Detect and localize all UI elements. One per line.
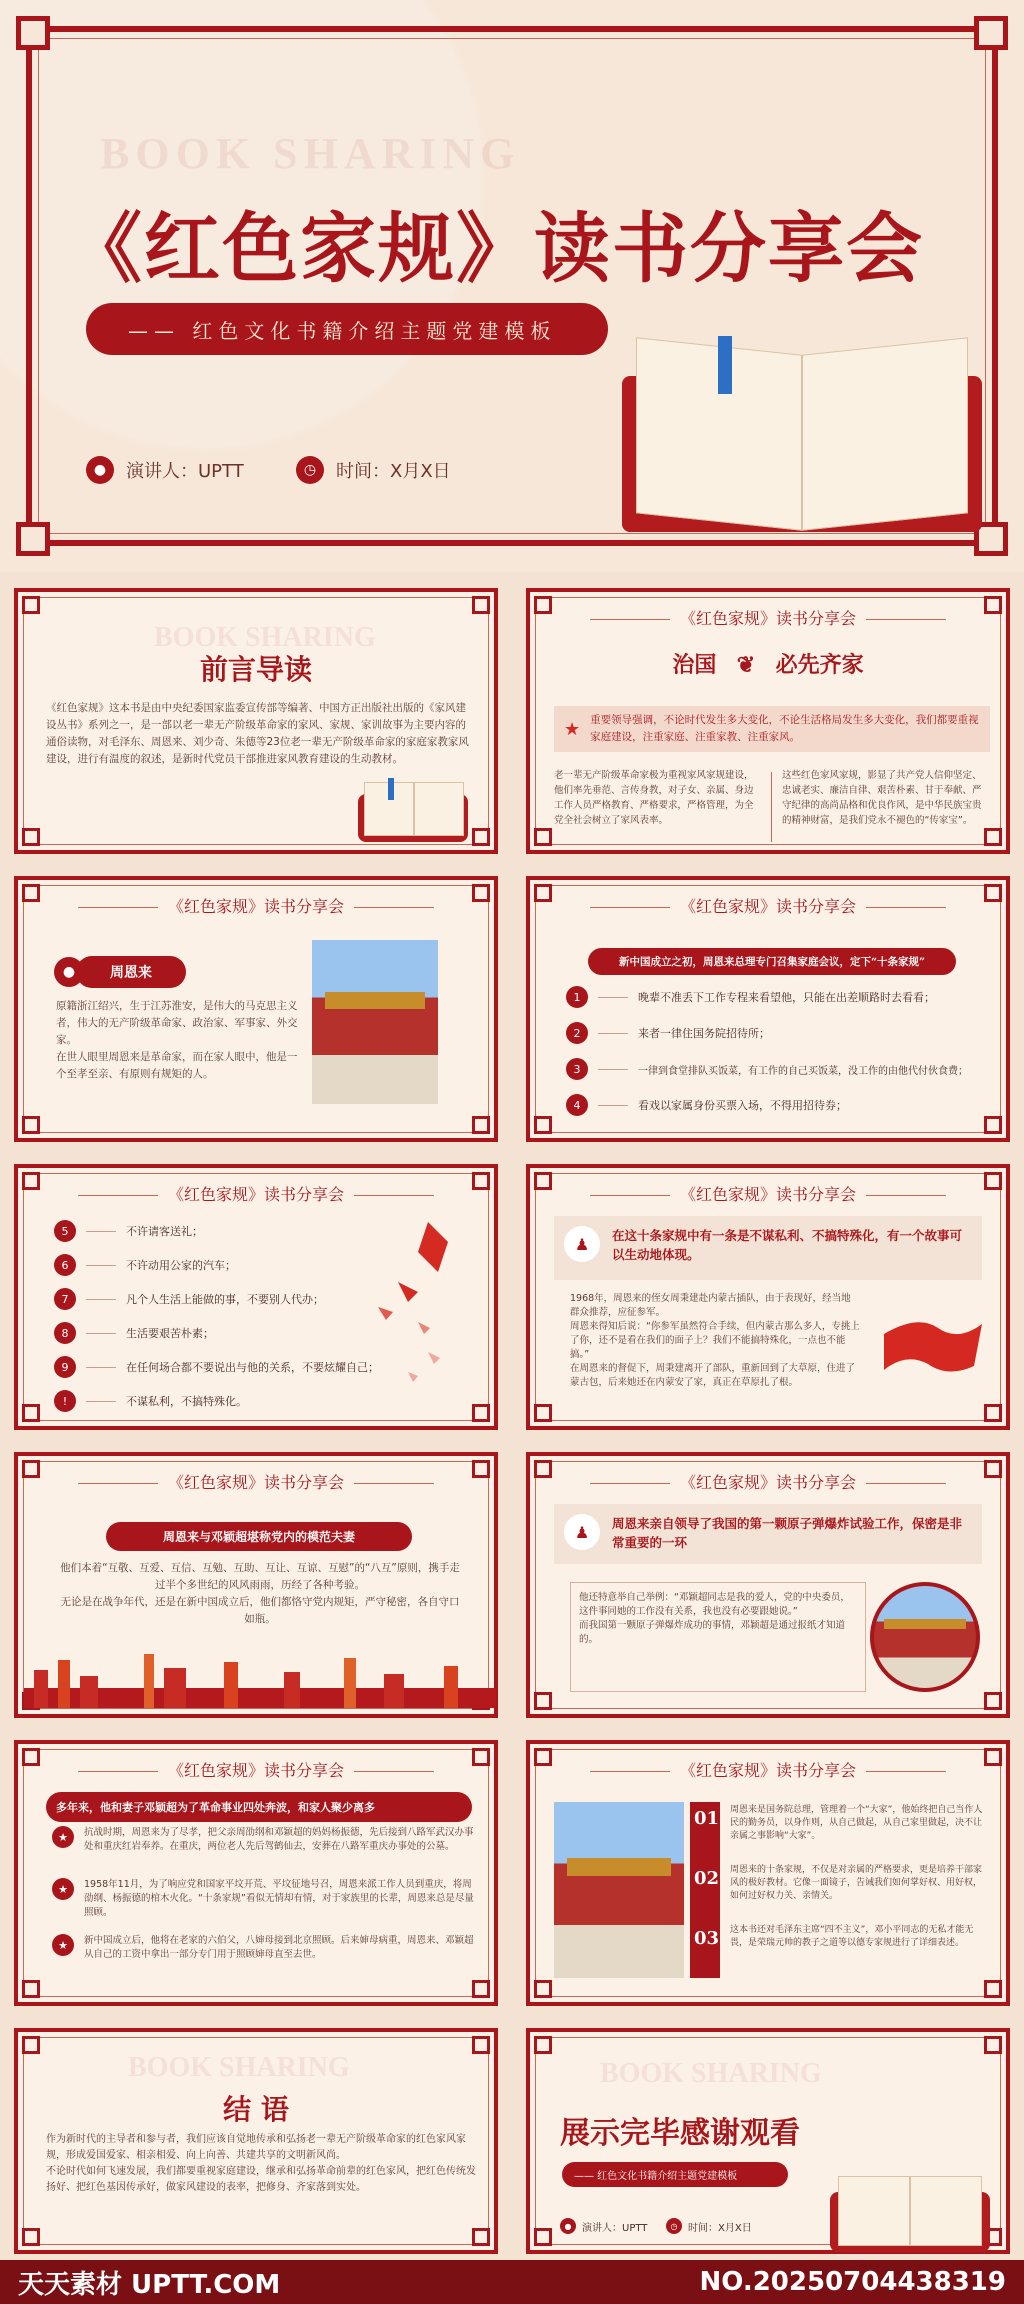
- speaker-label: 演讲人：UPTT: [126, 461, 244, 482]
- person-name: 周恩来: [76, 956, 186, 988]
- slide-atomic-bomb-secret: [526, 1452, 1010, 1718]
- text-left: 老一辈无产阶级革命家极为重视家风家规建设，他们率先垂范、言传身教，对子女、亲属、身边工作人员严格教育、严格要求，严格管理，为全党全社会树立了家风表率。: [554, 770, 754, 826]
- secret-text: 他还特意举自己举例：“邓颖超同志是我的爱人，党的中央委员，这件事同她的工作没有关系，我也没有必要跟她说。” 而我国第一颗原子弹爆炸成功的事情，邓颖超是通过报纸才知道的。: [570, 1582, 866, 1692]
- rule-item: 3 一律到食堂排队买饭菜，有工作的自己买饭菜，没工作的由他代付伙食费；: [566, 1058, 968, 1080]
- slide-zhou-enlai-intro: [14, 876, 498, 1142]
- speaker-info: ● 演讲人：UPTT: [560, 2218, 647, 2234]
- slide-header: 《红色家规》读书分享会: [530, 606, 1006, 629]
- slide-watermark: BOOK SHARING: [600, 2058, 822, 2089]
- slide-ten-rules-2: [14, 1164, 498, 1430]
- slide-thank-you: [526, 2028, 1010, 2254]
- user-icon: ●: [86, 456, 114, 484]
- hero-subtitle: —— 红色文化书籍介绍主题党建模板: [86, 303, 608, 355]
- hero-watermark: BOOK SHARING: [100, 129, 521, 178]
- summary-item: 周恩来的十条家规，不仅是对亲属的严格要求，更是培养干部家风的极好教材。它像一面镜子，告诫我们如何掌好权、用好权，如何过好权力关、亲情关。: [730, 1865, 983, 1901]
- slide-title: 前言导读: [199, 653, 312, 686]
- rule-item: 5 不许请客送礼；: [54, 1220, 203, 1242]
- slide-header: 《红色家规》读书分享会: [18, 1758, 494, 1781]
- care-item: ★ 抗战时期，周恩来为了尽孝，把父亲周劭纲和邓颖超的妈妈杨振德，先后接到八路军武汉办事处和重庆红岩奉养。在重庆，两位老人先后驾鹤仙去，安葬在八路军重庆办事处的公墓。: [52, 1826, 474, 1854]
- hero-title: 《红色家规》读书分享会: [66, 204, 924, 293]
- summary-item: 周恩来是国务院总理，管理着一个“大家”，他始终把自己当作人民的勤务员，以身作则，从自己做起，从自己家里做起，决不让亲属之事影响“大家”。: [730, 1805, 983, 1841]
- open-book-illustration: [622, 336, 982, 532]
- palace-photo: [870, 1582, 980, 1692]
- rule-item: 7 凡个人生活上能做的事，不要别人代办；: [54, 1288, 324, 1310]
- book-icon: [358, 778, 468, 842]
- slide-header: 《红色家规》读书分享会: [530, 1758, 1006, 1781]
- frame-corner: [974, 16, 1008, 50]
- slide-watermark: BOOK SHARING: [128, 2052, 350, 2083]
- slide-family-care: [14, 1740, 498, 2006]
- hero-cover-slide: [0, 0, 1024, 572]
- forbidden-city-photo: [312, 940, 438, 1104]
- watermark-footer: [0, 2260, 1024, 2304]
- slide-title: 结 语: [223, 2093, 289, 2126]
- bullet-icon: ★: [52, 1878, 74, 1900]
- govern-title-part1: 治国: [672, 652, 717, 678]
- slide-header: 《红色家规》读书分享会: [530, 1470, 1006, 1493]
- slide-preface: [14, 588, 498, 854]
- slide-header: 《红色家规》读书分享会: [18, 894, 494, 917]
- rule-item: 8 生活要艰苦朴素；: [54, 1322, 214, 1344]
- site-name: 天天素材 UPTT.COM: [18, 2269, 281, 2300]
- bullet-icon: ★: [52, 1826, 74, 1848]
- thanks-title: 展示完毕感谢观看: [560, 2116, 800, 2151]
- name-tag: [54, 956, 186, 988]
- story-headline: 在这十条家规中有一条是不谋私利、不搞特殊化，有一个故事可以生动地体现。: [612, 1228, 963, 1262]
- care-banner: 多年来，他和妻子邓颖超为了革命事业四处奔波，和家人聚少离多: [46, 1792, 472, 1822]
- frame-corner: [16, 16, 50, 50]
- care-item: ★ 新中国成立后，他将在老家的六伯父，八婶母接到北京照顾。后来婶母病重，周恩来、邓颖超从自己的工资中拿出一部分专门用于照顾婶母直至去世。: [52, 1934, 474, 1962]
- item-number: 02: [694, 1868, 720, 1889]
- person-icon: ●: [54, 957, 84, 987]
- bullet-icon: ★: [52, 1934, 74, 1956]
- secret-headline-box: [554, 1504, 982, 1564]
- star-icon: ★: [564, 718, 581, 740]
- rule-item: 6 不许动用公家的汽车；: [54, 1254, 236, 1276]
- emblem-icon: ❦: [736, 652, 756, 678]
- conclusion-text: 作为新时代的主导者和参与者，我们应该自觉地传承和弘扬老一辈无产阶级革命家的红色家风家规，形成爱国爱家、相亲相爱、向上向善、共建共享的文明新风尚。 不论时代如何飞速发展，我们都要重视家庭建设，继承和弘扬革命前辈的红色家风，把红色传统发扬好、把红色基因传承好，做家风建设的表率，把修身、齐家落到实处。: [46, 2134, 476, 2193]
- slide-header: 《红色家规》读书分享会: [18, 1182, 494, 1205]
- user-icon: ●: [560, 2218, 576, 2234]
- slide-model-couple: [14, 1452, 498, 1718]
- open-book-illustration: [830, 2172, 990, 2252]
- rule-item: 4 看戏以家属身份买票入场，不得用招待券；: [566, 1094, 847, 1116]
- palace-photo: [554, 1802, 684, 1978]
- rules-banner: 新中国成立之初，周恩来总理专门召集家庭会议，定下“十条家规”: [588, 948, 956, 975]
- rule-item: 9 在任何场合都不要说出与他的关系，不要炫耀自己；: [54, 1356, 379, 1378]
- time-info: [296, 456, 451, 484]
- text-right: 这些红色家风家规，影显了共产党人信仰坚定、忠诚老实、廉洁自律、艰苦朴素、甘于奉献、严守纪律的高尚品格和优良作风，是中华民族宝贵的精神财富，是我们党永不褪色的“传家宝”。: [782, 770, 982, 826]
- person-icon: ♟: [564, 1514, 600, 1550]
- slide-header: 《红色家规》读书分享会: [530, 1182, 1006, 1205]
- summary-item: 这本书还对毛泽东主席“四不主义”，邓小平同志的无私才能无畏，是荣瑞元帅的教子之道等以德专家规进行了详细表述。: [730, 1925, 974, 1948]
- frame-corner: [16, 522, 50, 556]
- slide-header: 《红色家规》读书分享会: [18, 1470, 494, 1493]
- secret-headline: 周恩来亲自领导了我国的第一颗原子弹爆炸试验工作，保密是非常重要的一环: [612, 1516, 963, 1550]
- story-text: 1968年，周恩来的侄女周秉建赴内蒙古插队，由于表现好，经当地群众推荐，应征参军。 周恩来得知后说：“你参军虽然符合手续，但内蒙古那么多人，专挑上了你，还不是看在我们的面子上？我们不能搞特殊化，一点也不能搞。” 在周恩来的督促下，周秉建离开了部队，重新回到了大草原，住进了蒙古包，后来她还在内蒙安了家，真正在草原扎了根。: [570, 1293, 860, 1388]
- time-label: 时间：X月X日: [336, 461, 451, 482]
- red-flag-icon: [878, 1314, 988, 1384]
- time-info: ◷ 时间：X月X日: [666, 2218, 752, 2234]
- slide-story-niece: [526, 1164, 1010, 1430]
- person-bio: 原籍浙江绍兴，生于江苏淮安，是伟大的马克思主义者，伟大的无产阶级革命家、政治家、军事家、外交家。 在世人眼里周恩来是革命家，而在家人眼中，他是一个至孝至亲、有原则有规矩的人。: [56, 1000, 298, 1080]
- quote-text: 重要领导强调，不论时代发生多大变化，不论生活格局发生多大变化，我们都要重视家庭建设，注重家庭、注重家教、注重家风。: [590, 714, 979, 743]
- couple-text: 他们本着“互敬、互爱、互信、互勉、互助、互让、互谅、互慰”的“八互”原则，携手走过半个多世纪的风风雨雨，历经了各种考验。 无论是在战争年代，还是在新中国成立后，他们都恪守党内规矩，严守秘密，各自守口如瓶。: [60, 1562, 460, 1625]
- govern-title: [530, 648, 1006, 679]
- slide-govern-family: [526, 588, 1010, 854]
- rule-item: 2 来者一律住国务院招待所；: [566, 1022, 770, 1044]
- doves-illustration: [368, 1212, 468, 1412]
- slide-watermark: BOOK SHARING: [154, 622, 376, 653]
- asset-number: NO.20250704438319: [699, 2267, 1006, 2297]
- rule-item: 1 晚辈不准丢下工作专程来看望他，只能在出差顺路时去看看；: [566, 986, 935, 1008]
- city-skyline-illustration: [24, 1648, 496, 1708]
- slide-header: 《红色家规》读书分享会: [530, 894, 1006, 917]
- preface-text: 《红色家规》这本书是由中央纪委国家监委宣传部等编著、中国方正出版社出版的《家风建设丛书》系列之一，是一部以老一辈无产阶级革命家的家风、家规、家训故事为主要内容的通俗读物，对毛泽东、周恩来、刘少奇、朱德等23位老一辈无产阶级革命家的家庭家教家风建设，进行有温度的叙述，是新时代党员干部推进家风教育建设的生动教材。: [46, 702, 469, 765]
- couple-banner: 周恩来与邓颖超堪称党内的模范夫妻: [106, 1522, 412, 1551]
- story-headline-box: [554, 1216, 982, 1280]
- govern-title-part2: 必先齐家: [775, 652, 864, 678]
- slide-ten-rules-1: [526, 876, 1010, 1142]
- quote-banner: [554, 706, 990, 752]
- clock-icon: ◷: [296, 456, 324, 484]
- clock-icon: ◷: [666, 2218, 682, 2234]
- divider: [771, 772, 772, 842]
- item-number: 01: [694, 1808, 720, 1829]
- thanks-subtitle: —— 红色文化书籍介绍主题党建模板: [562, 2162, 788, 2187]
- speaker-info: [86, 456, 244, 484]
- slide-book-summary: [526, 1740, 1010, 2006]
- care-item: ★ 1958年11月，为了响应党和国家平坟开荒、平坟征地号召，周恩来派工作人员到重庆，将周劭纲、杨振德的棺木火化。“十条家规”看似无情却有情，对于家族里的长辈，周恩来总是尽量照顾。: [52, 1878, 474, 1920]
- item-number: 03: [694, 1928, 720, 1949]
- slide-conclusion: [14, 2028, 498, 2254]
- person-icon: ♟: [564, 1226, 600, 1262]
- rule-item: ! 不谋私利，不搞特殊化。: [54, 1390, 247, 1412]
